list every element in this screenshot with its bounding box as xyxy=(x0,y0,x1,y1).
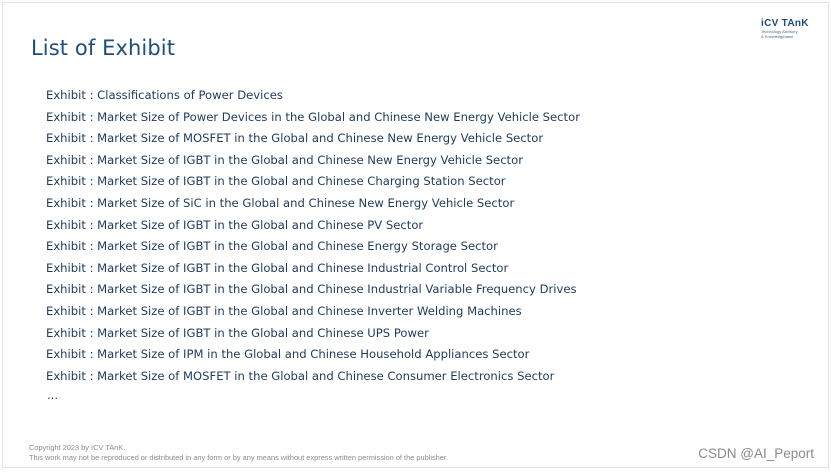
exhibit-item: Exhibit : Market Size of SiC in the Global and Chinese New Energy Vehicle Sector xyxy=(46,195,515,210)
exhibit-item: Exhibit : Market Size of IPM in the Global and Chinese Household Appliances Sector xyxy=(46,347,530,362)
footer-copyright: Copyright 2023 by ICV TAnK. xyxy=(29,443,126,452)
exhibit-item: Exhibit : Market Size of IGBT in the Global and Chinese Inverter Welding Machines xyxy=(46,303,522,318)
logo-tagline-line2: & Knowledgebase xyxy=(761,34,794,39)
exhibit-item: Exhibit : Market Size of IGBT in the Global and Chinese Industrial Control Sector xyxy=(46,260,509,275)
exhibit-list xyxy=(46,85,580,387)
watermark: CSDN @AI_Peport xyxy=(698,446,814,461)
footer xyxy=(29,443,448,462)
exhibit-item: Exhibit : Market Size of Power Devices in the Global and Chinese New Energy Vehicle Sector xyxy=(46,109,580,124)
logo xyxy=(761,18,815,39)
logo-name: iCV TAnK xyxy=(761,18,809,29)
exhibit-item: Exhibit : Market Size of IGBT in the Global and Chinese PV Sector xyxy=(46,217,424,232)
exhibit-item: Exhibit : Market Size of IGBT in the Global and Chinese New Energy Vehicle Sector xyxy=(46,152,523,167)
exhibit-item: Exhibit : Classifications of Power Devices xyxy=(46,88,283,102)
page-title: List of Exhibit xyxy=(31,36,176,60)
logo-tagline-line1: Technology Advisory xyxy=(761,29,798,34)
slide xyxy=(2,2,829,468)
exhibit-item: Exhibit : Market Size of IGBT in the Global and Chinese Industrial Variable Frequency Drives xyxy=(46,282,577,297)
exhibit-item: Exhibit : Market Size of IGBT in the Global and Chinese Energy Storage Sector xyxy=(46,239,498,254)
exhibit-item: Exhibit : Market Size of MOSFET in the Global and Chinese New Energy Vehicle Sector xyxy=(46,131,544,146)
footer-notice: This work may not be reproduced or distributed in any form or by any means without express written permission of the publisher. xyxy=(29,452,448,462)
list-ellipsis: ... xyxy=(47,388,59,402)
exhibit-item: Exhibit : Market Size of MOSFET in the Global and Chinese Consumer Electronics Sector xyxy=(46,368,555,383)
exhibit-item: Exhibit : Market Size of IGBT in the Global and Chinese UPS Power xyxy=(46,325,429,340)
exhibit-item: Exhibit : Market Size of IGBT in the Global and Chinese Charging Station Sector xyxy=(46,174,506,189)
